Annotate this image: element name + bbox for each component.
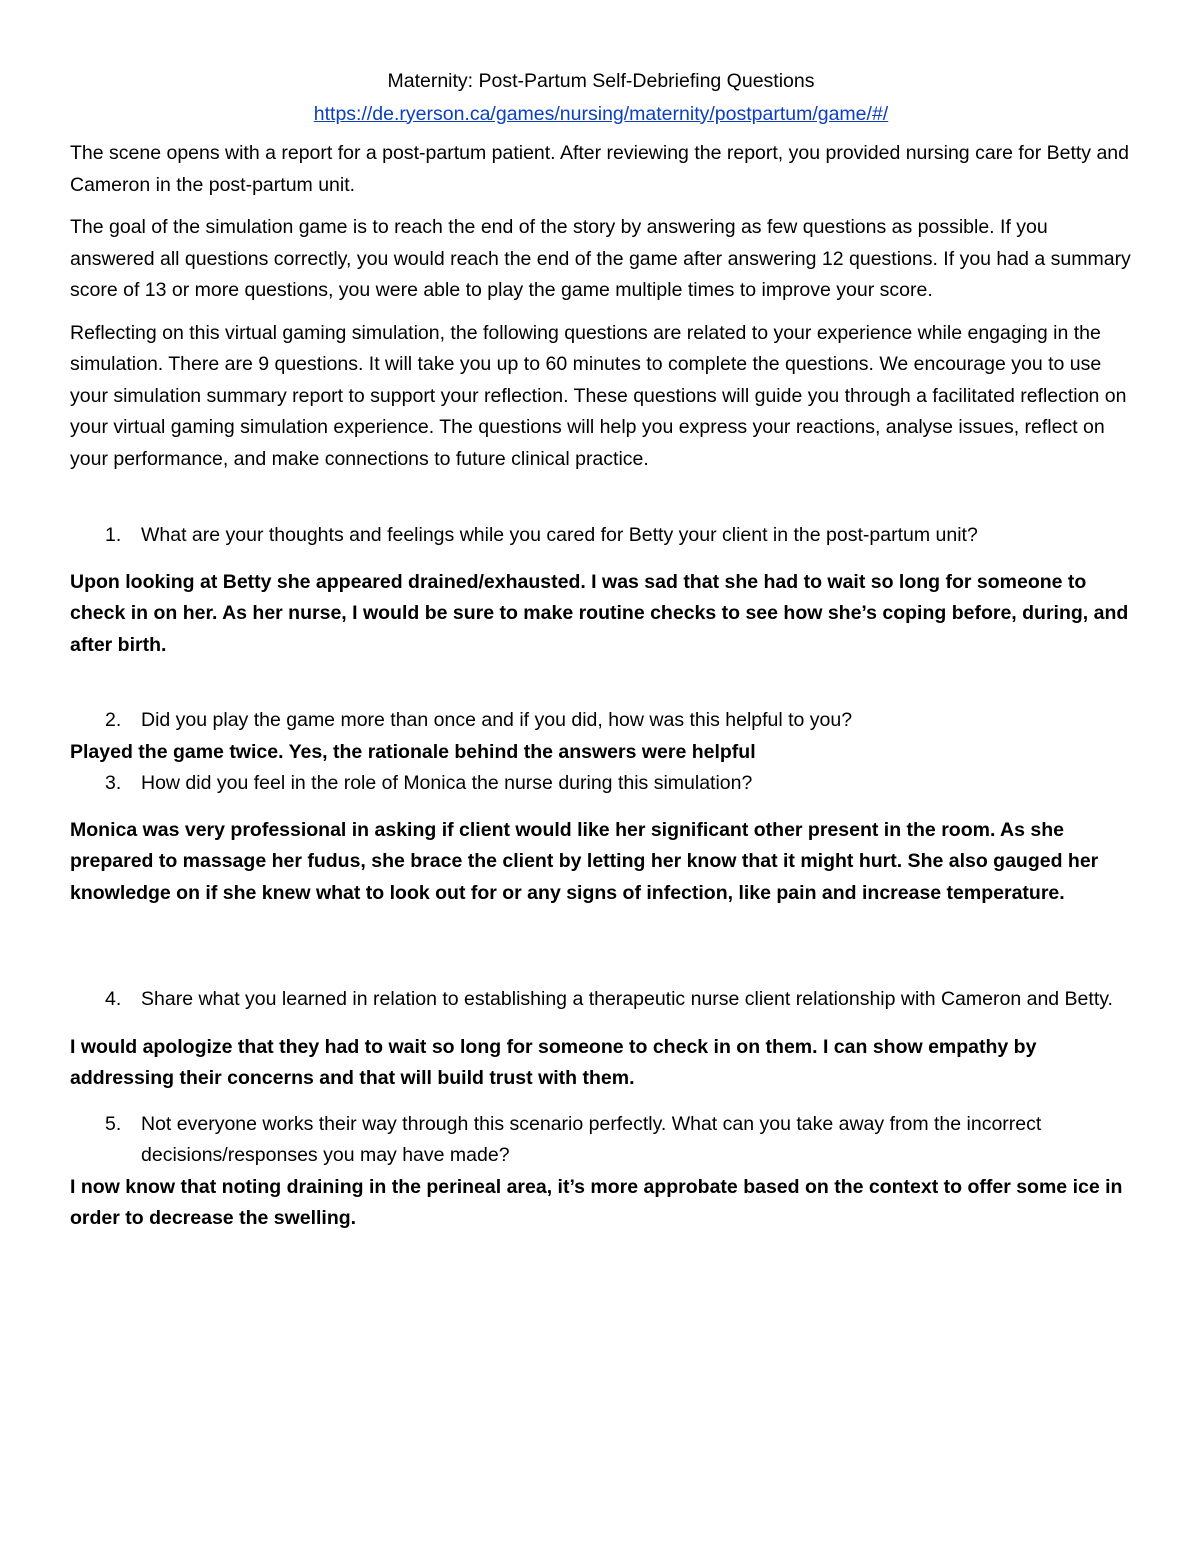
intro-paragraph-goal: The goal of the simulation game is to reach the end of the story by answering as few questions as possible. If you answered all questions correctly, you would reach the end of the game after answering 12 questions. If you had a summary score of 13 or more questions, you were able to play the game multiple times to improve your score.: [70, 216, 1131, 301]
question-text: Not everyone works their way through this scenario perfectly. What can you take away from the incorrect decisions/responses you may have made?: [141, 1112, 1042, 1166]
question-text: Did you play the game more than once and if you did, how was this helpful to you?: [141, 709, 853, 731]
answer-3: Monica was very professional in asking if client would like her significant other present in the room. As she prepared to massage her fudus, she brace the client by letting her know that it might hurt. She also gauged her knowledge on if she knew what to look out for or any signs of infection, like pain and increase temperature.: [70, 818, 1099, 904]
question-number: 5.: [105, 1112, 122, 1135]
document-title: Maternity: Post-Partum Self-Debriefing Questions: [387, 70, 815, 92]
question-text: Share what you learned in relation to establishing a therapeutic nurse client relationship with Cameron and Betty.: [141, 988, 1113, 1010]
question-number: 4.: [105, 988, 122, 1010]
answer-2: Played the game twice. Yes, the rationale behind the answers were helpful: [70, 740, 756, 763]
question-text: What are your thoughts and feelings while you cared for Betty your client in the post-partum unit?: [141, 524, 978, 546]
intro-section: [70, 138, 1132, 475]
question-1: [70, 520, 1132, 552]
intro-paragraph-reflecting: Reflecting on this virtual gaming simulation, the following questions are related to your experience while engaging in the simulation. There are 9 questions. It will take you up to 60 minutes to complete the questions. We encourage you to use your simulation summary report to support your reflection. These questions will guide you through a facilitated reflection on your virtual gaming simulation experience. The questions will help you express your reactions, analyse issues, reflect on your performance, and make connections to future clinical practice.: [70, 321, 1127, 470]
question-number: 2.: [105, 709, 122, 731]
answer-4: I would apologize that they had to wait so long for someone to check in on them. I can show empathy by addressing their concerns and that will build trust with them.: [70, 1035, 1037, 1089]
answer-1: Upon looking at Betty she appeared drained/exhausted. I was sad that she had to wait so long for someone to check in on her. As her nurse, I would be sure to make routine checks to see how she’s coping before, during, and after birth.: [70, 570, 1129, 656]
question-5: [70, 1109, 1132, 1172]
game-link-line: [70, 99, 1132, 131]
answer-5: I now know that noting draining in the perineal area, it’s more approbate based on the context to offer some ice in order to decrease the swelling.: [70, 1175, 1123, 1229]
question-3: [70, 768, 1132, 800]
intro-paragraph-scene: The scene opens with a report for a post-partum patient. After reviewing the report, you provided nursing care for Betty and Cameron in the post-partum unit.: [70, 142, 1129, 196]
game-link[interactable]: https://de.ryerson.ca/games/nursing/maternity/postpartum/game/#/: [313, 102, 889, 125]
document-page: [70, 66, 1132, 1235]
question-text: How did you feel in the role of Monica the nurse during this simulation?: [141, 772, 753, 794]
question-2: [70, 705, 1132, 737]
question-number: 3.: [105, 772, 122, 794]
question-4: [70, 984, 1132, 1016]
question-number: 1.: [105, 524, 122, 546]
